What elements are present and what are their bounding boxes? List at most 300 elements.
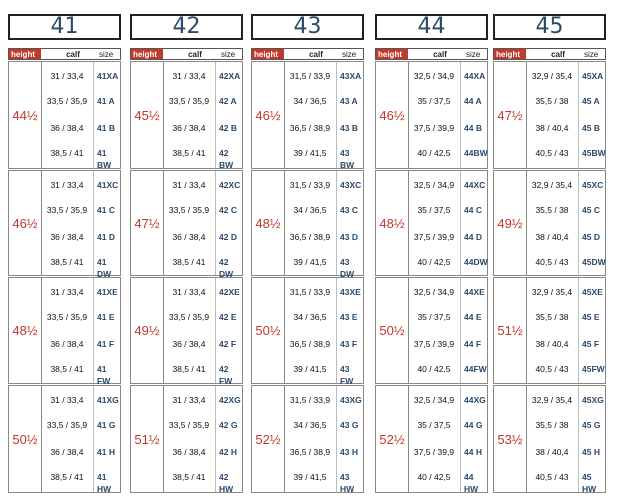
size-code: 42 BW xyxy=(219,148,234,170)
calf-range: 33,5 / 35,9 xyxy=(168,312,210,322)
table-row xyxy=(9,446,122,458)
calf-range: 38,5 / 41 xyxy=(172,148,206,158)
calf-range: 32,5 / 34,9 xyxy=(413,71,455,81)
column-size-title: 43 xyxy=(251,14,364,40)
calf-range: 33,5 / 35,9 xyxy=(46,96,88,106)
size-code: 43 FW xyxy=(340,364,354,386)
header-height-label: height xyxy=(9,49,41,59)
calf-range: 31 / 33,4 xyxy=(50,180,84,190)
calf-range: 31 / 33,4 xyxy=(50,287,84,297)
size-code: 45 H xyxy=(582,447,600,457)
calf-range: 32,5 / 34,9 xyxy=(413,180,455,190)
height-block xyxy=(251,277,364,384)
table-row xyxy=(494,147,607,159)
table-row xyxy=(376,338,489,350)
table-row xyxy=(131,231,244,243)
size-code: 43 C xyxy=(340,205,358,215)
size-code: 41 HW xyxy=(97,472,112,494)
header-size-label: size xyxy=(99,50,114,59)
calf-range: 39 / 41,5 xyxy=(293,364,327,374)
table-row xyxy=(9,70,122,82)
table-row xyxy=(252,179,365,191)
table-row xyxy=(494,446,607,458)
column-size-title: 44 xyxy=(375,14,488,40)
table-row xyxy=(131,122,244,134)
calf-range: 31 / 33,4 xyxy=(172,395,206,405)
calf-range: 32,9 / 35,4 xyxy=(531,287,573,297)
calf-range: 38,5 / 41 xyxy=(172,472,206,482)
calf-range: 33,5 / 35,9 xyxy=(46,420,88,430)
height-block xyxy=(375,61,488,169)
size-code: 44DW xyxy=(464,257,488,267)
size-code: 42 C xyxy=(219,205,237,215)
table-row xyxy=(494,311,607,323)
size-code: 42 G xyxy=(219,420,238,430)
calf-range: 31,5 / 33,9 xyxy=(289,180,331,190)
size-code: 45XG xyxy=(582,395,604,405)
calf-range: 40 / 42,5 xyxy=(417,472,451,482)
height-value: 49½ xyxy=(131,278,164,383)
calf-range: 37,5 / 39,9 xyxy=(413,447,455,457)
height-value: 47½ xyxy=(494,62,527,168)
calf-range: 34 / 36,5 xyxy=(293,312,327,322)
calf-range: 33,5 / 35,9 xyxy=(168,96,210,106)
height-value: 51½ xyxy=(131,386,164,492)
column-header-row xyxy=(375,48,488,60)
size-code: 45XA xyxy=(582,71,604,81)
calf-range: 35 / 37,5 xyxy=(417,420,451,430)
calf-range: 36 / 38,4 xyxy=(50,447,84,457)
table-row xyxy=(494,95,607,107)
size-code: 42 D xyxy=(219,232,237,242)
size-code: 44 HW xyxy=(464,472,479,494)
height-value: 52½ xyxy=(376,386,409,492)
header-calf-label: calf xyxy=(551,50,565,59)
calf-range: 38,5 / 41 xyxy=(50,257,84,267)
height-block xyxy=(493,277,606,384)
calf-range: 33,5 / 35,9 xyxy=(168,420,210,430)
size-code: 44 C xyxy=(464,205,482,215)
table-row xyxy=(9,231,122,243)
calf-range: 36,5 / 38,9 xyxy=(289,123,331,133)
table-row xyxy=(9,311,122,323)
size-code: 43 A xyxy=(340,96,358,106)
size-code: 42XG xyxy=(219,395,241,405)
table-row xyxy=(131,363,244,386)
table-row xyxy=(494,419,607,431)
header-height-label: height xyxy=(376,49,408,59)
size-code: 45 G xyxy=(582,420,601,430)
size-code: 41 FW xyxy=(97,364,111,386)
table-row xyxy=(376,394,489,406)
header-height-label: height xyxy=(131,49,163,59)
table-row xyxy=(9,95,122,107)
calf-range: 38 / 40,4 xyxy=(535,123,569,133)
calf-range: 36,5 / 38,9 xyxy=(289,447,331,457)
header-size-label: size xyxy=(584,50,599,59)
calf-range: 35 / 37,5 xyxy=(417,96,451,106)
size-code: 42 B xyxy=(219,123,237,133)
size-code: 43 B xyxy=(340,123,358,133)
height-value: 46½ xyxy=(376,62,409,168)
height-block xyxy=(130,170,243,279)
table-row xyxy=(131,338,244,350)
table-row xyxy=(494,122,607,134)
size-code: 42XE xyxy=(219,287,240,297)
calf-range: 36 / 38,4 xyxy=(50,339,84,349)
table-row xyxy=(252,95,365,107)
height-block xyxy=(375,170,488,276)
calf-range: 34 / 36,5 xyxy=(293,96,327,106)
calf-range: 40,5 / 43 xyxy=(535,148,569,158)
calf-range: 35 / 37,5 xyxy=(417,312,451,322)
calf-range: 35,5 / 38 xyxy=(535,312,569,322)
table-row xyxy=(494,363,607,375)
size-code: 42XC xyxy=(219,180,241,190)
size-code: 45XE xyxy=(582,287,603,297)
table-row xyxy=(252,286,365,298)
size-code: 44 A xyxy=(464,96,482,106)
column-header-row xyxy=(251,48,364,60)
header-calf-label: calf xyxy=(188,50,202,59)
size-code: 43XA xyxy=(340,71,362,81)
table-row xyxy=(131,471,244,494)
table-row xyxy=(252,311,365,323)
calf-range: 32,9 / 35,4 xyxy=(531,395,573,405)
table-row xyxy=(252,471,365,494)
calf-range: 36 / 38,4 xyxy=(172,123,206,133)
size-code: 44XC xyxy=(464,180,486,190)
size-code: 41 G xyxy=(97,420,116,430)
size-code: 41XA xyxy=(97,71,119,81)
size-code: 42XA xyxy=(219,71,241,81)
calf-range: 40,5 / 43 xyxy=(535,257,569,267)
size-code: 42 F xyxy=(219,339,237,349)
table-row xyxy=(376,419,489,431)
header-size-label: size xyxy=(342,50,357,59)
table-row xyxy=(131,286,244,298)
height-block xyxy=(375,277,488,384)
header-height-label: height xyxy=(494,49,526,59)
size-code: 43XG xyxy=(340,395,362,405)
size-code: 42 FW xyxy=(219,364,233,386)
calf-range: 32,5 / 34,9 xyxy=(413,395,455,405)
height-value: 47½ xyxy=(131,171,164,275)
calf-range: 31 / 33,4 xyxy=(172,287,206,297)
size-code: 44FW xyxy=(464,364,487,374)
table-row xyxy=(376,471,489,494)
height-block xyxy=(493,385,606,493)
size-code: 43 HW xyxy=(340,472,355,494)
table-row xyxy=(494,394,607,406)
table-row xyxy=(9,147,122,170)
table-row xyxy=(131,446,244,458)
table-row xyxy=(252,419,365,431)
table-row xyxy=(494,471,607,494)
calf-range: 31 / 33,4 xyxy=(172,71,206,81)
table-row xyxy=(9,204,122,216)
table-row xyxy=(9,338,122,350)
table-row xyxy=(131,147,244,170)
size-code: 45BW xyxy=(582,148,606,158)
calf-range: 36 / 38,4 xyxy=(172,232,206,242)
size-code: 42 E xyxy=(219,312,237,322)
table-row xyxy=(131,204,244,216)
table-row xyxy=(9,179,122,191)
calf-range: 35 / 37,5 xyxy=(417,205,451,215)
height-block xyxy=(130,277,243,384)
calf-range: 34 / 36,5 xyxy=(293,205,327,215)
height-value: 46½ xyxy=(9,171,42,275)
table-row xyxy=(9,471,122,494)
height-value: 50½ xyxy=(252,278,285,383)
calf-range: 31 / 33,4 xyxy=(50,395,84,405)
size-code: 42 A xyxy=(219,96,237,106)
table-row xyxy=(131,394,244,406)
table-row xyxy=(252,70,365,82)
calf-range: 31,5 / 33,9 xyxy=(289,287,331,297)
calf-range: 31 / 33,4 xyxy=(50,71,84,81)
size-code: 45 E xyxy=(582,312,600,322)
size-code: 41 C xyxy=(97,205,115,215)
table-row xyxy=(252,363,365,386)
table-row xyxy=(494,204,607,216)
height-block xyxy=(375,385,488,493)
table-row xyxy=(9,363,122,386)
size-code: 45 B xyxy=(582,123,600,133)
table-row xyxy=(252,231,365,243)
height-value: 45½ xyxy=(131,62,164,168)
size-code: 44 E xyxy=(464,312,482,322)
height-block xyxy=(493,61,606,169)
size-code: 41 A xyxy=(97,96,115,106)
height-block xyxy=(8,61,121,169)
table-row xyxy=(494,338,607,350)
table-row xyxy=(252,122,365,134)
table-row xyxy=(376,122,489,134)
calf-range: 38,5 / 41 xyxy=(50,148,84,158)
table-row xyxy=(376,179,489,191)
calf-range: 36,5 / 38,9 xyxy=(289,339,331,349)
size-code: 41 B xyxy=(97,123,115,133)
calf-range: 33,5 / 35,9 xyxy=(46,205,88,215)
table-row xyxy=(376,311,489,323)
column-header-row xyxy=(493,48,606,60)
calf-range: 38 / 40,4 xyxy=(535,232,569,242)
table-row xyxy=(376,256,489,268)
calf-range: 31,5 / 33,9 xyxy=(289,395,331,405)
calf-range: 38 / 40,4 xyxy=(535,339,569,349)
size-code: 43 E xyxy=(340,312,358,322)
table-row xyxy=(494,179,607,191)
table-row xyxy=(9,256,122,279)
size-code: 45 D xyxy=(582,232,600,242)
table-row xyxy=(131,256,244,279)
height-value: 53½ xyxy=(494,386,527,492)
size-code: 45 HW xyxy=(582,472,597,494)
size-code: 41XG xyxy=(97,395,119,405)
height-block xyxy=(251,170,364,279)
height-value: 50½ xyxy=(9,386,42,492)
table-row xyxy=(376,147,489,159)
size-code: 44BW xyxy=(464,148,488,158)
size-code: 41 D xyxy=(97,232,115,242)
size-code: 44XA xyxy=(464,71,486,81)
header-size-label: size xyxy=(221,50,236,59)
size-code: 43XC xyxy=(340,180,362,190)
size-code: 43 H xyxy=(340,447,358,457)
calf-range: 36 / 38,4 xyxy=(172,447,206,457)
table-row xyxy=(494,286,607,298)
height-value: 52½ xyxy=(252,386,285,492)
size-code: 44 D xyxy=(464,232,482,242)
table-row xyxy=(494,70,607,82)
height-block xyxy=(130,61,243,169)
table-row xyxy=(252,147,365,170)
calf-range: 37,5 / 39,9 xyxy=(413,339,455,349)
table-row xyxy=(376,204,489,216)
calf-range: 32,5 / 34,9 xyxy=(413,287,455,297)
header-calf-label: calf xyxy=(433,50,447,59)
size-code: 45XC xyxy=(582,180,604,190)
size-code: 45FW xyxy=(582,364,605,374)
column-header-row xyxy=(8,48,121,60)
height-block xyxy=(130,385,243,493)
size-code: 43 DW xyxy=(340,257,355,279)
calf-range: 38 / 40,4 xyxy=(535,447,569,457)
table-row xyxy=(9,394,122,406)
header-size-label: size xyxy=(466,50,481,59)
calf-range: 35,5 / 38 xyxy=(535,205,569,215)
size-code: 41XE xyxy=(97,287,118,297)
height-value: 46½ xyxy=(252,62,285,168)
column-size-title: 45 xyxy=(493,14,606,40)
height-value: 48½ xyxy=(9,278,42,383)
table-row xyxy=(494,231,607,243)
height-block xyxy=(251,385,364,493)
calf-range: 33,5 / 35,9 xyxy=(46,312,88,322)
calf-range: 32,9 / 35,4 xyxy=(531,71,573,81)
size-code: 44 G xyxy=(464,420,483,430)
calf-range: 36 / 38,4 xyxy=(50,232,84,242)
height-value: 48½ xyxy=(252,171,285,275)
size-code: 41 DW xyxy=(97,257,112,279)
calf-range: 39 / 41,5 xyxy=(293,257,327,267)
table-row xyxy=(376,231,489,243)
size-code: 41 H xyxy=(97,447,115,457)
table-row xyxy=(131,179,244,191)
height-value: 48½ xyxy=(376,171,409,275)
height-value: 50½ xyxy=(376,278,409,383)
table-row xyxy=(131,311,244,323)
calf-range: 32,9 / 35,4 xyxy=(531,180,573,190)
size-code: 42 H xyxy=(219,447,237,457)
table-row xyxy=(376,95,489,107)
size-code: 45 C xyxy=(582,205,600,215)
calf-range: 38,5 / 41 xyxy=(172,364,206,374)
table-row xyxy=(252,394,365,406)
size-code: 43XE xyxy=(340,287,361,297)
height-block xyxy=(8,277,121,384)
size-code: 44XE xyxy=(464,287,485,297)
size-code: 43 BW xyxy=(340,148,355,170)
column-size-title: 42 xyxy=(130,14,243,40)
size-code: 44 H xyxy=(464,447,482,457)
calf-range: 37,5 / 39,9 xyxy=(413,232,455,242)
size-code: 43 G xyxy=(340,420,359,430)
size-code: 43 D xyxy=(340,232,358,242)
table-row xyxy=(9,122,122,134)
height-value: 44½ xyxy=(9,62,42,168)
calf-range: 35,5 / 38 xyxy=(535,420,569,430)
calf-range: 38,5 / 41 xyxy=(172,257,206,267)
calf-range: 36,5 / 38,9 xyxy=(289,232,331,242)
calf-range: 39 / 41,5 xyxy=(293,148,327,158)
table-row xyxy=(9,286,122,298)
size-code: 42 DW xyxy=(219,257,234,279)
table-row xyxy=(9,419,122,431)
size-code: 41XC xyxy=(97,180,119,190)
height-block xyxy=(8,170,121,279)
table-row xyxy=(494,256,607,268)
table-row xyxy=(252,446,365,458)
calf-range: 40 / 42,5 xyxy=(417,148,451,158)
calf-range: 38,5 / 41 xyxy=(50,364,84,374)
calf-range: 40,5 / 43 xyxy=(535,472,569,482)
calf-range: 31,5 / 33,9 xyxy=(289,71,331,81)
size-code: 45 A xyxy=(582,96,600,106)
size-code: 42 HW xyxy=(219,472,234,494)
calf-range: 35,5 / 38 xyxy=(535,96,569,106)
header-height-label: height xyxy=(252,49,284,59)
header-calf-label: calf xyxy=(309,50,323,59)
size-code: 45 F xyxy=(582,339,600,349)
calf-range: 34 / 36,5 xyxy=(293,420,327,430)
table-row xyxy=(252,256,365,279)
column-header-row xyxy=(130,48,243,60)
calf-range: 40,5 / 43 xyxy=(535,364,569,374)
calf-range: 38,5 / 41 xyxy=(50,472,84,482)
size-code: 44XG xyxy=(464,395,486,405)
table-row xyxy=(252,204,365,216)
calf-range: 36 / 38,4 xyxy=(172,339,206,349)
size-code: 43 F xyxy=(340,339,358,349)
size-code: 45DW xyxy=(582,257,606,267)
column-size-title: 41 xyxy=(8,14,121,40)
height-value: 49½ xyxy=(494,171,527,275)
size-code: 44 B xyxy=(464,123,482,133)
height-block xyxy=(251,61,364,169)
table-row xyxy=(252,338,365,350)
height-block xyxy=(493,170,606,276)
calf-range: 31 / 33,4 xyxy=(172,180,206,190)
calf-range: 40 / 42,5 xyxy=(417,364,451,374)
table-row xyxy=(131,70,244,82)
size-code: 44 F xyxy=(464,339,482,349)
calf-range: 36 / 38,4 xyxy=(50,123,84,133)
size-code: 41 F xyxy=(97,339,115,349)
height-block xyxy=(8,385,121,493)
calf-range: 39 / 41,5 xyxy=(293,472,327,482)
table-row xyxy=(131,95,244,107)
table-row xyxy=(131,419,244,431)
table-row xyxy=(376,446,489,458)
size-code: 41 E xyxy=(97,312,115,322)
table-row xyxy=(376,70,489,82)
size-code: 41 BW xyxy=(97,148,112,170)
table-row xyxy=(376,363,489,375)
calf-range: 40 / 42,5 xyxy=(417,257,451,267)
